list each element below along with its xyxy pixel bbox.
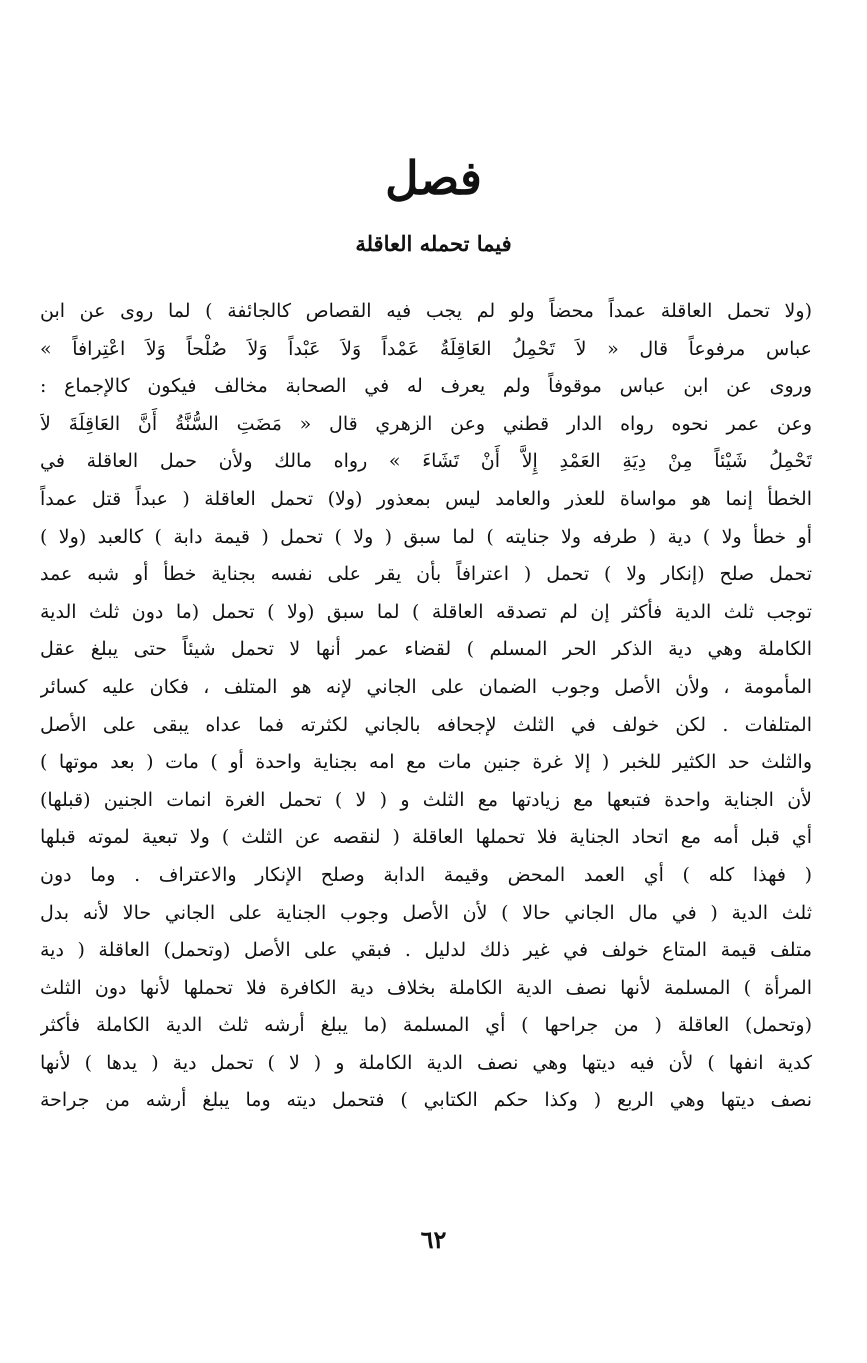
text-line: أي قبل أمه مع اتحاد الجناية فلا تحملها العاقلة ( لنقصه عن الثلث ) ولا تبعية لموته قبلها — [40, 826, 812, 849]
text-line: المتلفات . لكن خولف في الثلث لإجحافه بالجاني لكثرته فما عداه يبقى على الأصل — [40, 713, 812, 736]
text-line: والثلث حد الكثير للخبر ( إلا غرة جنين مات مع امه بجناية واحدة أو ) مات ( بعد موتها ) — [40, 751, 812, 774]
text-line: المرأة ) المسلمة لأنها نصف الدية الكاملة بخلاف دية الكافرة فلا تحملها لأنها دون الثلث — [40, 976, 812, 999]
text-line: (وتحمل) العاقلة ( من جراحها ) أي المسلمة (ما يبلغ أرشه ثلث الدية الكاملة فأكثر — [40, 1014, 812, 1037]
body-text — [40, 293, 812, 1120]
text-line: المأمومة ، ولأن الأصل وجوب الضمان على الجاني لإنه هو المتلف ، فكان عليه كسائر — [40, 675, 812, 698]
text-line: تحمل صلح (إنكار ولا ) تحمل ( اعترافاً بأن يقر على نفسه بجناية خطأ أو شبه عمد — [40, 563, 812, 586]
text-line: (ولا تحمل العاقلة عمداً محضاً ولو لم يجب فيه القصاص كالجائفة ) لما روى عن ابن — [40, 300, 812, 322]
text-line: متلف قيمة المتاع خولف في غير ذلك لدليل . فبقي على الأصل (وتحمل) العاقلة ( دية — [40, 939, 812, 962]
text-line: نصف ديتها وهي الربع ( وكذا حكم الكتابي ) فتحمل ديته وما يبلغ أرشه من جراحة — [40, 1089, 812, 1112]
text-line: ثلث الدية ( في مال الجاني حالا ) لأن الأصل وجوب الجناية على الجاني حالا لأنه بدل — [40, 901, 812, 924]
text-line: وروى عن ابن عباس موقوفاً ولم يعرف له في الصحابة مخالف فيكون كالإجماع : — [40, 375, 812, 398]
text-line: كدية انفها ) لأن فيه ديتها وهي نصف الدية الكاملة و ( لا ) تحمل دية ( يدها ) لأنها — [40, 1051, 812, 1074]
text-line: عباس مرفوعاً قال « لاَ تَحْمِلُ العَاقِلَةُ عَمْداً وَلاَ عَبْداً وَلاَ صُلْحاً وَلاَ اعْتِرافاً » — [40, 337, 812, 360]
text-line: لأن الجناية واحدة فتبعها مع زيادتها مع الثلث و ( لا ) تحمل الغرة انمات الجنين (قبلها) — [40, 788, 812, 811]
chapter-heading: فصل — [385, 151, 482, 205]
text-line: الكاملة وهي دية الذكر الحر المسلم ) لقضاء عمر أنها لا تحمل شيئاً حتى يبلغ عقل — [40, 638, 812, 661]
page-number: ٦٢ — [420, 1225, 447, 1254]
text-line: ( فهذا كله ) أي العمد المحض وقيمة الدابة وصلح الإنكار والاعتراف . وما دون — [40, 863, 812, 886]
text-line: توجب ثلث الدية فأكثر إن لم تصدقه العاقلة ) لما سبق (ولا ) تحمل (ما دون ثلث الدية — [40, 600, 812, 623]
text-line: الخطأ إنما هو مواساة للعذر والعامد ليس بمعذور (ولا) تحمل العاقلة ( عبداً قتل عمداً — [40, 487, 812, 510]
chapter-subheading: فيما تحمله العاقلة — [355, 231, 512, 256]
text-line: وعن عمر نحوه رواه الدار قطني وعن الزهري قال « مَضَتِ السُّنَّةُ أَنَّ العَاقِلَةَ لاَ — [40, 412, 812, 435]
text-line: أو خطأ ولا ) دية ( طرفه ولا جنايته ) لما سبق ( ولا ) تحمل ( قيمة دابة ) كالعبد (ولا ) — [40, 525, 812, 548]
text-line: تَحْمِلُ شَيْئاً مِنْ دِيَةِ العَمْدِ إِلاَّ أَنْ تَشَاءَ » رواه مالك ولأن حمل العاقلة في — [40, 450, 812, 473]
